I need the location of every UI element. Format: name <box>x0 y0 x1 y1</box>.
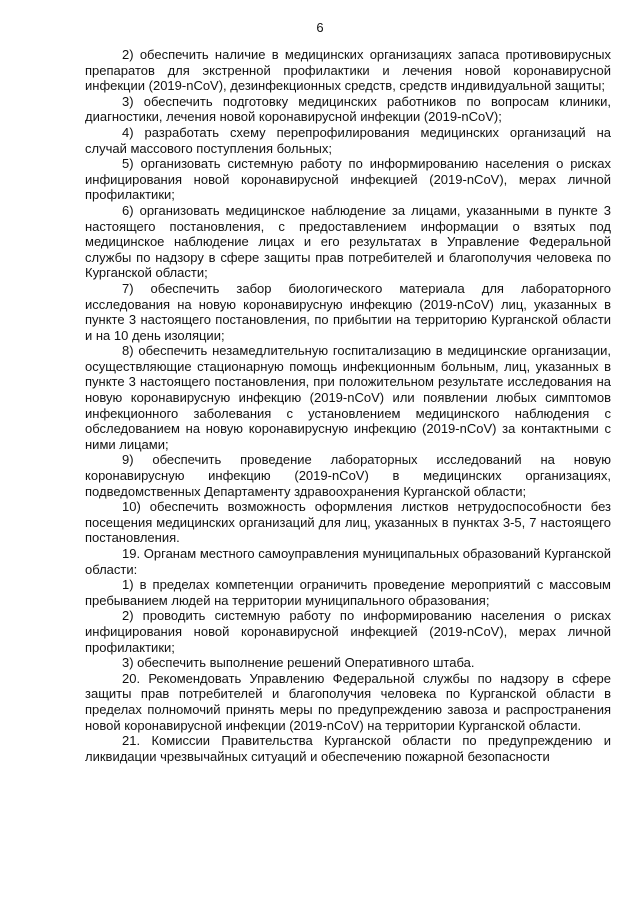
paragraph-item-2: 2) обеспечить наличие в медицинских организациях запаса противовирусных препаратов для экстренной профилактики и лечения новой коронавирусной инфекции (2019-nCoV), дезинфекционных средств, средств индивидуальной защиты; <box>85 47 611 94</box>
clause-21: 21. Комиссии Правительства Курганской области по предупреждению и ликвидации чрезвычайных ситуаций и обеспечению пожарной безопасности <box>85 733 611 764</box>
paragraph-item-10: 10) обеспечить возможность оформления листков нетрудоспособности без посещения медицинских организаций для лиц, указанных в пунктах 3-5, 7 настоящего постановления. <box>85 499 611 546</box>
clause-19-item-3: 3) обеспечить выполнение решений Оперативного штаба. <box>122 655 475 671</box>
paragraph-item-8: 8) обеспечить незамедлительную госпитализацию в медицинские организации, осуществляющие стационарную помощь инфекционным больным, лиц, указанных в пункте 3 настоящего постановления, при положительном результате исследования на новую коронавирусную инфекцию (2019-nCoV) или появлении любых симптомов инфекционного заболевания с установлением медицинского наблюдения с обследованием на новую коронавирусную инфекцию (2019-nCoV) за контактными с ними лицами; <box>85 343 611 452</box>
document-body <box>85 47 611 764</box>
paragraph-item-9: 9) обеспечить проведение лабораторных исследований на новую коронавирусную инфекцию (2019-nCoV) в медицинских организациях, подведомственных Департаменту здравоохранения Курганской области; <box>85 452 611 499</box>
paragraph-item-4: 4) разработать схему перепрофилирования медицинских организаций на случай массового поступления больных; <box>85 124 611 156</box>
page-number: 6 <box>316 20 324 35</box>
clause-19-item-1: 1) в пределах компетенции ограничить проведение мероприятий с массовым пребыванием людей на территории муниципального образования; <box>85 577 611 608</box>
paragraph-item-3: 3) обеспечить подготовку медицинских работников по вопросам клиники, диагностики, лечения новой коронавирусной инфекции (2019-nCoV); <box>85 93 611 125</box>
paragraph-item-5: 5) организовать системную работу по информированию населения о рисках инфицирования новой коронавирусной инфекцией (2019-nCoV), мерах личной профилактики; <box>85 156 611 203</box>
clause-19-item-2: 2) проводить системную работу по информированию населения о рисках инфицирования новой коронавирусной инфекцией (2019-nCoV), мерах личной профилактики; <box>85 608 611 655</box>
paragraph-item-7: 7) обеспечить забор биологического материала для лабораторного исследования на новую коронавирусную инфекцию (2019-nCoV) лиц, указанных в пункте 3 настоящего постановления, по прибытии на территорию Курганской области и на 10 день изоляции; <box>85 280 611 343</box>
paragraph-item-6: 6) организовать медицинское наблюдение за лицами, указанными в пункте 3 настоящего постановления, с предоставлением информации о взятых под медицинское наблюдение лицах и его результатах в Управление Федеральной службы по надзору в сфере защиты прав потребителей и благополучия человека по Курганской области; <box>85 202 611 281</box>
clause-19: 19. Органам местного самоуправления муниципальных образований Курганской области: <box>85 546 611 577</box>
clause-20: 20. Рекомендовать Управлению Федеральной службы по надзору в сфере защиты прав потребителей и благополучия человека по Курганской области в пределах полномочий принять меры по предупреждению завоза и распространения новой коронавирусной инфекции (2019-nCoV) на территории Курганской области. <box>85 670 611 733</box>
